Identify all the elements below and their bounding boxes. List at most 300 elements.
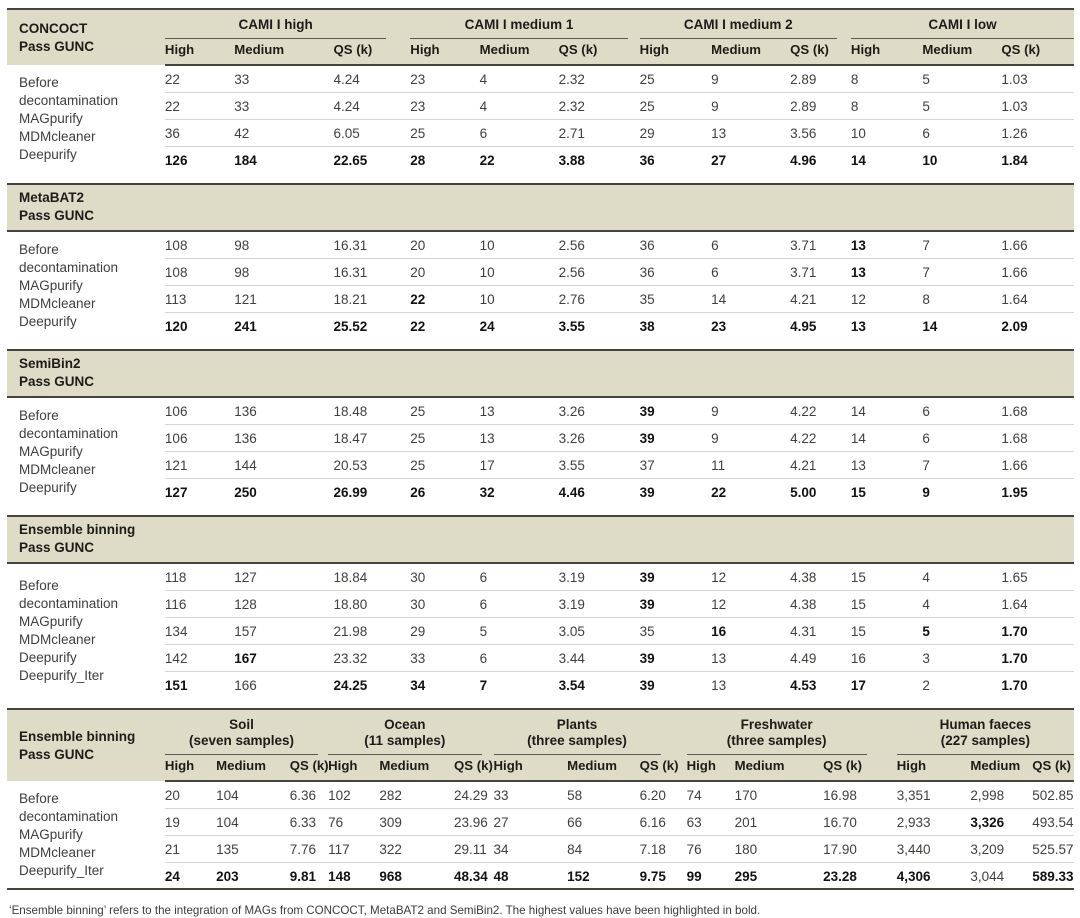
- value-cell: 39: [640, 644, 711, 671]
- value-cell: 38: [639, 318, 655, 334]
- column-subheader: Medium: [711, 39, 790, 65]
- value-cell: 2.32: [559, 92, 640, 119]
- row-label-line: MAGpurify: [19, 826, 83, 842]
- value-cell: 203: [216, 868, 239, 884]
- value-cell: 39: [639, 677, 655, 693]
- value-cell: 20.53: [333, 451, 410, 478]
- value-cell: 3.54: [558, 677, 585, 693]
- table-row: [7, 862, 1074, 889]
- value-cell: 322: [379, 835, 454, 862]
- value-cell: 42: [234, 119, 333, 146]
- value-cell: 589.33: [1032, 868, 1074, 884]
- value-cell: 20: [410, 231, 479, 258]
- section-table-concoct: [7, 8, 1074, 173]
- value-cell: 18.48: [333, 397, 410, 424]
- value-cell: 309: [379, 808, 454, 835]
- value-cell: 184: [234, 152, 257, 168]
- value-cell: 6: [711, 231, 790, 258]
- value-cell: 4.21: [790, 451, 851, 478]
- value-cell: 16.31: [333, 231, 410, 258]
- value-cell: 15: [851, 590, 922, 617]
- column-subheader: High: [687, 755, 735, 781]
- value-cell: 76: [687, 835, 735, 862]
- section-title-line: Ensemble binning: [19, 728, 136, 744]
- value-cell: 1.64: [1001, 285, 1074, 312]
- column-group-spanner: [165, 17, 386, 39]
- table-row: [7, 644, 1074, 671]
- row-label-line: Before: [19, 75, 59, 90]
- section-title-line: MetaBAT2: [19, 190, 85, 205]
- section-title-line: Pass GUNC: [19, 208, 95, 223]
- value-cell: 3,209: [970, 835, 1032, 862]
- value-cell: 152: [567, 868, 590, 884]
- column-group-header: [851, 9, 1074, 39]
- value-cell: 3,440: [897, 835, 971, 862]
- column-subheader: High: [410, 39, 479, 65]
- results-tables: [7, 8, 1074, 890]
- value-cell: 126: [164, 152, 188, 168]
- row-labels: [7, 65, 165, 173]
- column-group-spanner: [687, 717, 867, 755]
- value-cell: 9: [711, 65, 790, 92]
- value-cell: 3,351: [897, 781, 971, 808]
- value-cell: 23: [711, 318, 727, 334]
- value-cell: 3.05: [559, 617, 640, 644]
- value-cell: 9: [711, 92, 790, 119]
- table-row: [7, 835, 1074, 862]
- value-cell: 35: [640, 285, 711, 312]
- value-cell: 22: [479, 152, 495, 168]
- value-cell: 2.71: [559, 119, 640, 146]
- row-label-line: MAGpurify: [19, 443, 83, 459]
- value-cell: 58: [567, 781, 640, 808]
- value-cell: 1.70: [1001, 677, 1028, 693]
- value-cell: 21.98: [333, 617, 410, 644]
- value-cell: 10: [851, 119, 922, 146]
- value-cell: 295: [734, 868, 758, 884]
- value-cell: 121: [165, 451, 234, 478]
- value-cell: 3.71: [790, 258, 851, 285]
- value-cell: 29: [640, 119, 711, 146]
- column-subheader: Medium: [216, 755, 290, 781]
- column-group-spanner: [897, 717, 1074, 755]
- section-title-line: Pass GUNC: [19, 374, 95, 389]
- value-cell: 121: [234, 285, 333, 312]
- column-group-name-line: (227 samples): [940, 733, 1031, 748]
- column-subheader: Medium: [379, 755, 454, 781]
- row-label-line: MAGpurify: [19, 614, 83, 629]
- value-cell: 98: [234, 258, 333, 285]
- value-cell: 36: [639, 152, 655, 168]
- value-cell: 25.52: [333, 318, 368, 334]
- section-title-line: Pass GUNC: [19, 540, 95, 555]
- row-label-line: decontamination: [19, 596, 119, 611]
- column-subheader: High: [897, 755, 971, 781]
- column-group-header: [410, 9, 639, 39]
- value-cell: 17: [850, 677, 866, 693]
- value-cell: 3.26: [559, 424, 640, 451]
- value-cell: 9: [711, 397, 790, 424]
- value-cell: 1.84: [1001, 152, 1028, 168]
- value-cell: 167: [234, 644, 333, 671]
- value-cell: 1.03: [1001, 65, 1074, 92]
- value-cell: 4.53: [790, 677, 817, 693]
- value-cell: 34: [410, 677, 426, 693]
- value-cell: 127: [234, 563, 333, 590]
- column-group-spanner: [410, 17, 627, 39]
- value-cell: 2,933: [897, 808, 971, 835]
- section-table-semibin2: [7, 349, 1074, 505]
- section-title: [7, 709, 165, 781]
- section-table-metabat2: [7, 183, 1074, 339]
- value-cell: 201: [735, 808, 824, 835]
- value-cell: 30: [410, 563, 479, 590]
- value-cell: 4: [480, 65, 559, 92]
- value-cell: 4.46: [558, 484, 585, 500]
- value-cell: 24: [164, 868, 180, 884]
- column-subheader: High: [165, 39, 234, 65]
- value-cell: 10: [480, 231, 559, 258]
- column-group-header: [687, 709, 897, 755]
- column-group-name-line: CAMI I medium 2: [683, 17, 793, 32]
- value-cell: 12: [711, 563, 790, 590]
- value-cell: 25: [410, 451, 479, 478]
- row-label-line: Deepurify: [19, 147, 77, 162]
- value-cell: 13: [851, 258, 922, 285]
- value-cell: 15: [851, 617, 922, 644]
- value-cell: 20: [165, 781, 216, 808]
- value-cell: 3.19: [559, 563, 640, 590]
- section-title-line: Pass GUNC: [19, 38, 95, 54]
- value-cell: 4.96: [790, 152, 817, 168]
- value-cell: 2.89: [790, 92, 851, 119]
- table-row: [7, 478, 1074, 505]
- row-label-line: Deepurify: [19, 650, 77, 665]
- value-cell: 25: [410, 119, 479, 146]
- value-cell: 22: [165, 92, 234, 119]
- value-cell: 4.38: [790, 563, 851, 590]
- value-cell: 32: [479, 484, 495, 500]
- value-cell: 37: [640, 451, 711, 478]
- value-cell: 22: [711, 484, 727, 500]
- column-group-name-line: CAMI I low: [928, 17, 997, 32]
- value-cell: 3.44: [559, 644, 640, 671]
- value-cell: 4.21: [790, 285, 851, 312]
- value-cell: 3.88: [558, 152, 585, 168]
- value-cell: 34: [494, 835, 568, 862]
- value-cell: 12: [711, 590, 790, 617]
- value-cell: 26.99: [333, 484, 368, 500]
- table-row: [7, 617, 1074, 644]
- value-cell: 128: [234, 590, 333, 617]
- value-cell: 2.76: [559, 285, 640, 312]
- value-cell: 8: [922, 285, 1001, 312]
- column-group-spanner: [328, 717, 481, 755]
- value-cell: 282: [379, 781, 454, 808]
- value-cell: 9: [922, 484, 930, 500]
- value-cell: 4.24: [333, 92, 410, 119]
- value-cell: 18.80: [333, 590, 410, 617]
- value-cell: 39: [640, 397, 711, 424]
- value-cell: 16: [851, 644, 922, 671]
- value-cell: 36: [640, 231, 711, 258]
- value-cell: 1.66: [1001, 258, 1074, 285]
- value-cell: 3: [922, 644, 1001, 671]
- row-label-line: Deepurify: [19, 479, 77, 495]
- value-cell: 4: [922, 590, 1001, 617]
- value-cell: 33: [234, 92, 333, 119]
- column-group-header: [494, 709, 687, 755]
- value-cell: 4.95: [790, 318, 817, 334]
- value-cell: 24.25: [333, 677, 368, 693]
- value-cell: 22: [165, 65, 234, 92]
- value-cell: 22.65: [333, 152, 368, 168]
- value-cell: 148: [328, 868, 351, 884]
- value-cell: 968: [379, 868, 402, 884]
- table-row: [7, 563, 1074, 590]
- row-label-line: Deepurify_Iter: [19, 862, 104, 878]
- value-cell: 6: [922, 397, 1001, 424]
- row-label-line: MAGpurify: [19, 277, 83, 293]
- value-cell: 15: [851, 563, 922, 590]
- column-subheader: QS (k): [1032, 755, 1074, 781]
- row-label-line: decontamination: [19, 93, 119, 108]
- row-labels: [7, 397, 165, 505]
- column-subheader: Medium: [922, 39, 1001, 65]
- table-row: [7, 285, 1074, 312]
- value-cell: 4.49: [790, 644, 851, 671]
- value-cell: 3,326: [970, 808, 1032, 835]
- column-group-header: [165, 709, 328, 755]
- column-group-header: [640, 9, 851, 39]
- value-cell: 27: [494, 808, 568, 835]
- value-cell: 14: [711, 285, 790, 312]
- value-cell: 8: [851, 92, 922, 119]
- value-cell: 2,998: [970, 781, 1032, 808]
- column-group-spanner: [494, 717, 661, 755]
- value-cell: 3.71: [790, 231, 851, 258]
- section-title-line: Pass GUNC: [19, 746, 95, 762]
- value-cell: 23.96: [454, 808, 493, 835]
- section-title: [7, 350, 1074, 397]
- value-cell: 6: [480, 119, 559, 146]
- value-cell: 7.18: [640, 835, 687, 862]
- value-cell: 6.05: [333, 119, 410, 146]
- row-label-line: Before: [19, 578, 59, 593]
- table-row: [7, 65, 1074, 92]
- value-cell: 74: [687, 781, 735, 808]
- value-cell: 24.29: [454, 781, 493, 808]
- value-cell: 33: [494, 781, 568, 808]
- value-cell: 5: [922, 617, 1001, 644]
- value-cell: 22: [410, 285, 479, 312]
- value-cell: 4: [922, 563, 1001, 590]
- column-subheader: Medium: [735, 755, 824, 781]
- value-cell: 113: [165, 285, 234, 312]
- value-cell: 84: [567, 835, 640, 862]
- column-subheader: High: [851, 39, 922, 65]
- value-cell: 4.31: [790, 617, 851, 644]
- value-cell: 6: [922, 424, 1001, 451]
- value-cell: 106: [165, 424, 234, 451]
- table-row: [7, 671, 1074, 698]
- value-cell: 17.90: [823, 835, 897, 862]
- column-group-spanner: [165, 717, 318, 755]
- value-cell: 3.55: [559, 451, 640, 478]
- section-title-line: Ensemble binning: [19, 522, 136, 537]
- column-subheader: QS (k): [454, 755, 493, 781]
- column-subheader: High: [328, 755, 379, 781]
- value-cell: 25: [640, 92, 711, 119]
- value-cell: 127: [164, 484, 188, 500]
- value-cell: 136: [234, 397, 333, 424]
- value-cell: 502.85: [1032, 781, 1074, 808]
- value-cell: 6: [480, 563, 559, 590]
- row-label-line: Before: [19, 790, 59, 806]
- value-cell: 3.55: [558, 318, 585, 334]
- value-cell: 20: [410, 258, 479, 285]
- value-cell: 18.21: [333, 285, 410, 312]
- section-title-line: SemiBin2: [19, 356, 81, 371]
- value-cell: 117: [328, 835, 379, 862]
- section-table-ensemble-cami: [7, 515, 1074, 698]
- value-cell: 135: [216, 835, 290, 862]
- column-group-spanner: [851, 17, 1074, 39]
- column-group-header: [897, 709, 1074, 755]
- column-subheader: High: [494, 755, 568, 781]
- row-label-line: decontamination: [19, 808, 119, 824]
- value-cell: 1.68: [1001, 397, 1074, 424]
- row-label-line: MDMcleaner: [19, 295, 96, 311]
- table-row: [7, 146, 1074, 173]
- value-cell: 1.64: [1001, 590, 1074, 617]
- row-label-line: Deepurify: [19, 313, 77, 329]
- value-cell: 23.32: [333, 644, 410, 671]
- row-label-line: MDMcleaner: [19, 461, 96, 477]
- value-cell: 13: [850, 318, 866, 334]
- section-title: [7, 516, 1074, 563]
- table-row: [7, 258, 1074, 285]
- value-cell: 4.38: [790, 590, 851, 617]
- value-cell: 3.26: [559, 397, 640, 424]
- column-group-name-line: Freshwater: [740, 717, 813, 732]
- value-cell: 21: [165, 835, 216, 862]
- value-cell: 48: [493, 868, 509, 884]
- value-cell: 24: [479, 318, 495, 334]
- column-group-name-line: (three samples): [527, 733, 627, 748]
- value-cell: 28: [410, 152, 426, 168]
- section-title: [7, 9, 165, 65]
- column-group-spanner: [640, 17, 837, 39]
- value-cell: 1.66: [1001, 451, 1074, 478]
- value-cell: 6.36: [290, 781, 328, 808]
- value-cell: 29: [410, 617, 479, 644]
- value-cell: 144: [234, 451, 333, 478]
- column-subheader: QS (k): [333, 39, 410, 65]
- value-cell: 39: [639, 484, 655, 500]
- value-cell: 4,306: [896, 868, 931, 884]
- value-cell: 13: [711, 644, 790, 671]
- table-row: [7, 590, 1074, 617]
- column-subheader: QS (k): [823, 755, 897, 781]
- value-cell: 26: [410, 484, 426, 500]
- row-label-line: MDMcleaner: [19, 844, 96, 860]
- value-cell: 14: [850, 152, 866, 168]
- value-cell: 25: [410, 397, 479, 424]
- value-cell: 36: [165, 119, 234, 146]
- value-cell: 525.57: [1032, 835, 1074, 862]
- value-cell: 10: [480, 285, 559, 312]
- value-cell: 1.65: [1001, 563, 1074, 590]
- value-cell: 6.33: [290, 808, 328, 835]
- value-cell: 120: [164, 318, 188, 334]
- table-row: [7, 424, 1074, 451]
- column-group-name-line: Human faeces: [939, 717, 1032, 732]
- value-cell: 16: [711, 617, 790, 644]
- column-subheader: Medium: [970, 755, 1032, 781]
- column-group-name-line: (three samples): [726, 733, 827, 748]
- value-cell: 6.16: [640, 808, 687, 835]
- row-label-line: Deepurify_Iter: [19, 668, 104, 683]
- value-cell: 27: [711, 152, 727, 168]
- value-cell: 48.34: [454, 868, 488, 884]
- value-cell: 13: [480, 397, 559, 424]
- value-cell: 493.54: [1032, 808, 1074, 835]
- value-cell: 6.20: [640, 781, 687, 808]
- section-title: [7, 184, 1074, 231]
- column-group-name-line: CAMI I medium 1: [464, 17, 574, 32]
- column-group-name-line: CAMI I high: [238, 17, 313, 32]
- value-cell: 39: [640, 590, 711, 617]
- row-labels: [7, 781, 165, 889]
- value-cell: 7: [922, 258, 1001, 285]
- value-cell: 6: [711, 258, 790, 285]
- value-cell: 4.22: [790, 424, 851, 451]
- column-subheader: Medium: [567, 755, 640, 781]
- row-label-line: Before: [19, 241, 59, 257]
- value-cell: 142: [165, 644, 234, 671]
- value-cell: 151: [164, 677, 188, 693]
- row-label-line: MDMcleaner: [19, 632, 96, 647]
- value-cell: 23.28: [823, 868, 857, 884]
- value-cell: 6: [480, 644, 559, 671]
- value-cell: 17: [480, 451, 559, 478]
- value-cell: 118: [165, 563, 234, 590]
- value-cell: 35: [640, 617, 711, 644]
- value-cell: 25: [640, 65, 711, 92]
- value-cell: 5: [480, 617, 559, 644]
- value-cell: 104: [216, 808, 290, 835]
- value-cell: 36: [640, 258, 711, 285]
- value-cell: 16.31: [333, 258, 410, 285]
- value-cell: 12: [851, 285, 922, 312]
- value-cell: 1.26: [1001, 119, 1074, 146]
- value-cell: 63: [687, 808, 735, 835]
- value-cell: 4.22: [790, 397, 851, 424]
- value-cell: 11: [711, 451, 790, 478]
- value-cell: 9.75: [639, 868, 666, 884]
- value-cell: 108: [165, 231, 234, 258]
- value-cell: 180: [735, 835, 824, 862]
- column-group-name-line: Soil: [229, 717, 254, 732]
- value-cell: 106: [165, 397, 234, 424]
- value-cell: 102: [328, 781, 379, 808]
- column-subheader: High: [165, 755, 216, 781]
- value-cell: 9: [711, 424, 790, 451]
- column-subheader: QS (k): [559, 39, 640, 65]
- value-cell: 14: [851, 397, 922, 424]
- value-cell: 30: [410, 590, 479, 617]
